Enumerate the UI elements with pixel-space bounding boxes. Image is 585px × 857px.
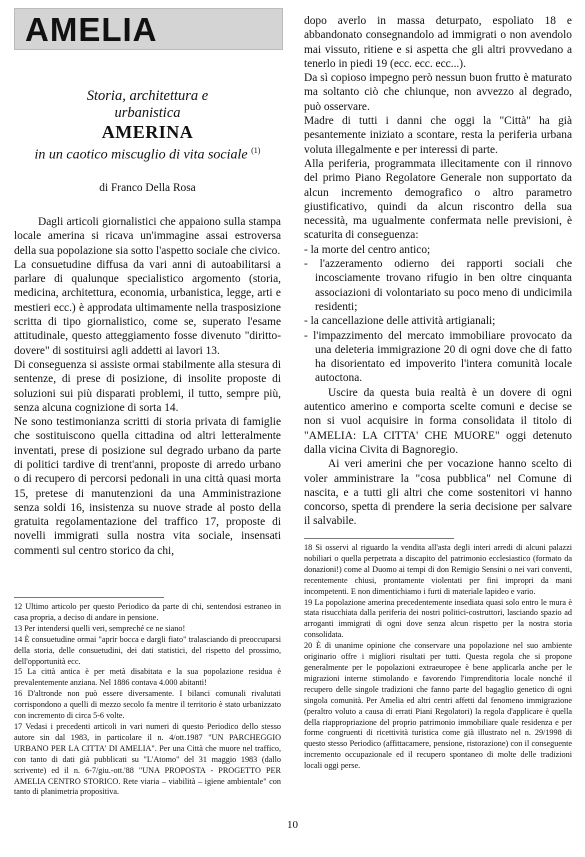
footnotes-right	[304, 543, 572, 772]
footnote-separator-right	[304, 538, 454, 539]
right-paragraph-2: Da sì copioso impegno però nessun buon frutto è maturato ma soltanto ciò che chiunque, non avvezzo al degrado, può osservare.	[304, 72, 572, 113]
article-author: di Franco Della Rosa	[99, 181, 196, 194]
footnote-14: 14 È consuetudine ormai "aprir bocca e dargli fiato" tralasciando di preoccuparsi della storia, delle consuetudini, dei dati statistici, del rispetto del prossimo, dell'opportunità ecc.	[14, 634, 281, 666]
article-title: AMERINA	[101, 122, 194, 142]
footnote-13: 13 Per intendersi quelli veri, sempreché ce ne siano!	[14, 623, 186, 633]
left-paragraph-2: La consuetudine diffusa da vari anni di autoabilitarsi a parlare di qualunque specialistico argomento (storia, medicina, architettura, economia, urbanistica, legge, arti e mestieri ecc.) è approdata ultimamente nella trasposizione scritta di tipo giornalistico, come se, superato l'esame attitudinale, questo atteggiamento fosse divenuto "diritto-dovere" di sostituirsi agli addetti ai lavori 13.	[14, 258, 281, 357]
footnote-17: 17 Vedasi i precedenti articoli in vari numeri di questo Periodico dello stesso autore sin dal 1983, in particolare il n. 4/ott.1987 "UN PARCHEGGIO URBANO PER LA CITTA' DI AMELIA". Per una Città che muore nel traffico, con tanto di dati già pubblicati su "L'Atomo" del 31 maggio 1983 (dallo scrivente) ed il n. 6-7/giu.-ott.'88 "UNA PROPOSTA - PROGETTO PER AMELIA CENTRO STORICO. Rete viaria – viabilità – igiene ambientale" con tanto di planimetria propositiva.	[14, 721, 281, 797]
footnote-20: 20 È di unanime opinione che conservare una popolazione nel suo ambiente originario offre i migliori risultati per tutti. Questa regola che si propone generalmente per le popolazioni extraeuropee è bene applicarla anche per le migrazioni interne stimolando e favorendo l'imprenditoria locale nonché il recupero delle singole tradizioni che fanno parte del bagaglio genetico di ogni singola comunità. Per Amelia ed altri centri affetti dal fenomeno immigrazione (peraltro voluto a causa di errati Piani Regolatori) la regola d'applicare è quella della riappropriazione del proprio patrimonio immobiliare quale residenza e per forme congruenti di ricettività turistica come già illustrato nel n. 29/1998 di questo stesso Periodico (affittacamere, pensione, ristorazione) con il conseguente incremento occupazionale ed il recupero spontaneo di molte delle tradizioni locali oggi perse.	[304, 641, 572, 771]
right-paragraph-5: Uscire da questa buia realtà è un dovere di ogni autentico amerino e comporta scelte comuni e decise se non si vuol acquisire in forma consolidata il titolo di "AMELIA: LA CITTA' CHE MUORE" oggi detenuto dalla vicina Civita di Bagnoregio.	[304, 386, 572, 456]
article-subtitle-footnote-mark: (1)	[251, 146, 261, 155]
list-item-2: - l'azzeramento odierno dei rapporti sociali che incosciamente trovano rifugio in ben oltre cinquanta associazioni di volontariato su poco meno di undicimila residenti;	[304, 258, 572, 313]
article-subtitle-line-1: Storia, architettura e	[86, 88, 209, 104]
left-column	[14, 88, 281, 558]
list-item-3: - la cancellazione delle attività artigianali;	[304, 315, 496, 328]
list-item-4: - l'impazzimento del mercato immobiliare provocato da una deleteria immigrazione 20 di ogni dove che di fatto ha disorientato ed impoverito l'intera comunità locale autoctona.	[304, 329, 572, 385]
header-title: AMELIA	[25, 11, 158, 48]
list-item-1: - la morte del centro antico;	[304, 243, 431, 256]
left-paragraph-1: Dagli articoli giornalistici che appaiono sulla stampa locale amerina si ricava un'immagine assai estroversa della sua popolazione sia sotto l'aspetto sociale che civico.	[14, 215, 281, 257]
left-paragraph-4: Ne sono testimonianza scritti di storia privata di famiglie che sostituiscono quella cittadina od altri letteralmente inventati, prese di posizione sul degrado urbano da parte di politici tardive di trent'anni, proposte di arredo urbano o di recupero di percorsi pedonali in una città quasi morta 15, pretese di manutenzioni da una Amministrazione senza soldi 16, insistenza su nuove strade al posto della gratuita regolamentazione del traffico 17, proposte di novelli immigrati sulla nostra vita sociale, insensati commenti sul centro storico da chi,	[14, 416, 281, 557]
footnotes-left	[14, 602, 281, 798]
article-subtitle-text: in un caotico miscuglio di vita sociale	[34, 147, 248, 163]
footnote-15: 15 La città antica è per metà disabitata e la sua popolazione residua è prevalentemente anziana. Nel 1886 contava 4.000 abitanti!	[14, 667, 281, 688]
article-subtitle-line-3	[14, 142, 281, 164]
right-paragraph-1: dopo averlo in massa deturpato, espoliato 18 e abbandonato consegnandolo ad immigrati o non avendolo mai vissuto, ritiene e si aspetta che gli altri provvedano a tenerlo in piedi 19 (ecc. ecc. ecc...).	[304, 15, 572, 70]
page-number: 10	[287, 819, 298, 831]
left-paragraph-3: Di conseguenza si assiste ormai stabilmente alla stesura di sentenze, di prese di posizione, di insolite proposte di soluzioni sui più disparati problemi, il tutto, sempre più, senza alcuna cognizione di sorta 14.	[14, 358, 281, 414]
footnote-18: 18 Si osservi al riguardo la vendita all'asta degli interi arredi di alcuni palazzi nobiliari o quella perpetrata a discapito del patrimonio ecclesiastico (formato da donazioni!) come al Duomo ai tempi di don Remigio Sensini o nei vari conventi, recentemente chiusi, prontamente violentati per fini impropri da mani incompetenti. E non dimentichiamo i furti di materiale lapideo e vario.	[304, 543, 572, 596]
footnote-12: 12 Ultimo articolo per questo Periodico da parte di chi, sentendosi estraneo in casa propria, a deciso di andare in pensione.	[14, 602, 281, 622]
footnote-separator-left	[14, 597, 164, 598]
footnote-19: 19 La popolazione amerina precedentemente insediata quasi solo entro le mura è stata risucchiata dalla periferia dei nostri politici-costruttori, lasciando spazio ad arroganti immigrati di ogni dove senza alcun rispetto per la nostra storia consolidata.	[304, 597, 572, 640]
footnote-16: 16 D'altronde non può essere diversamente. I bilanci comunali rivalutati corrispondono a quelli di mezzo secolo fa mentre il territorio è stato urbanizzato con incremento di circa 5-6 volte.	[14, 689, 281, 721]
right-paragraph-6: Ai veri amerini che per vocazione hanno scelto di voler amministrare la "cosa pubblica" nel Comune di nascita, e a tutti gli altri che come sostenitori vi hanno concorso, spetta di prendere la seria decisione per salvare il salvabile.	[304, 458, 572, 528]
article-subtitle-line-2: urbanistica	[114, 105, 181, 121]
header-band	[14, 8, 283, 50]
right-paragraph-3: Madre di tutti i danni che oggi la "Città" ha già pesantemente iniziato a scontare, resta la periferia urbana voluta illegalmente e per interessi di parte.	[304, 115, 572, 156]
right-paragraph-4: Alla periferia, programmata illecitamente con il rinnovo del primo Piano Regolatore Generale non supportato da alcun incremento demografico o altro parametro giustificativo, quindi da alcun riscontro della sua necessità, ma ugualmente confermata nelle previsioni, è scaturita di conseguenza:	[304, 157, 572, 242]
right-column	[304, 14, 572, 529]
